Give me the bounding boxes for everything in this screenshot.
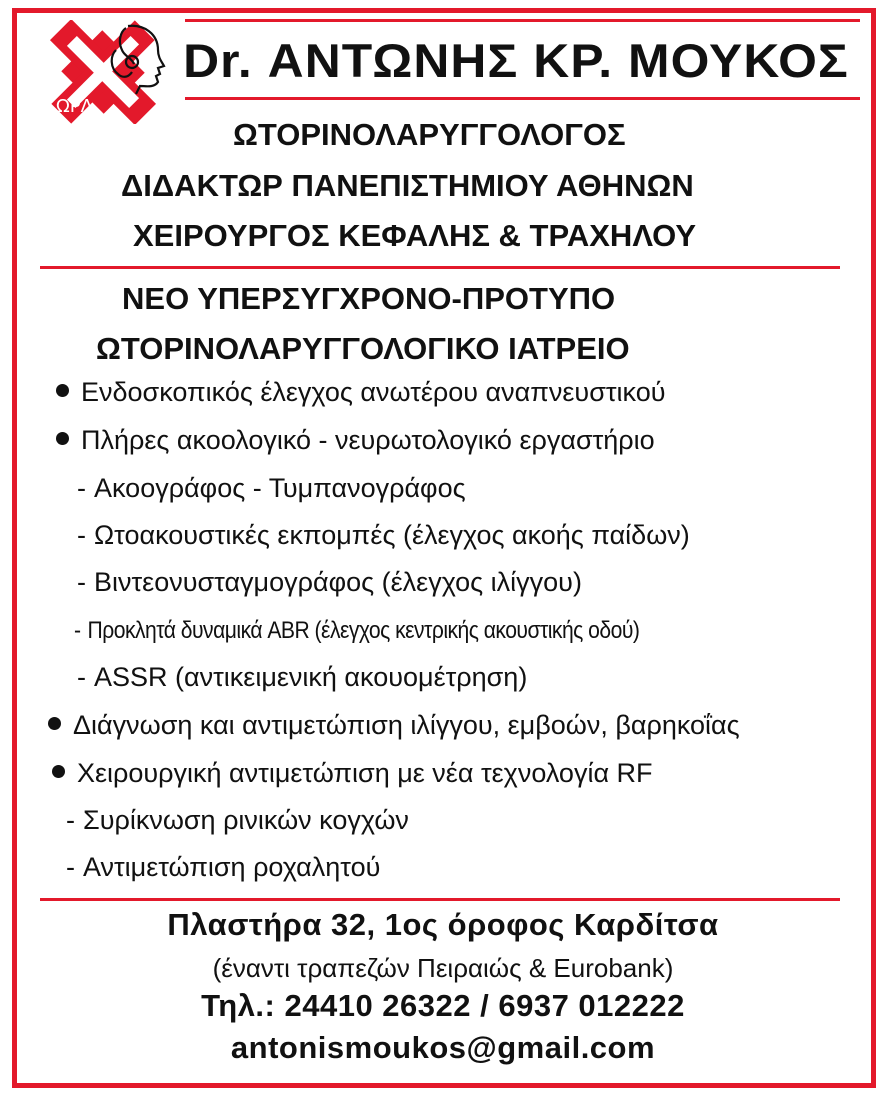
address: Πλαστήρα 32, 1ος όροφος Καρδίτσα (167, 907, 719, 942)
doctorate-title: ΔΙΔΑΚΤΩΡ ΠΑΝΕΠΙΣΤΗΜΙΟΥ ΑΘΗΝΩΝ (121, 168, 694, 203)
bullet-icon (48, 717, 61, 730)
clinic-heading-line-1: ΝΕΟ ΥΠΕΡΣΥΓΧΡΟΝΟ-ΠΡΟΤΥΠΟ (122, 281, 616, 316)
bullet-icon (56, 384, 69, 397)
ent-logo (36, 20, 170, 124)
header-rule-top (185, 19, 860, 22)
bullet-icon (56, 432, 69, 445)
surgeon-title: ΧΕΙΡΟΥΡΓΟΣ ΚΕΦΑΛΗΣ & ΤΡΑΧΗΛΟΥ (133, 218, 697, 253)
address-note: (έναντι τραπεζών Πειραιώς & Eurobank) (212, 953, 674, 983)
service-subitem: - Συρίκνωση ρινικών κογχών (66, 805, 409, 835)
service-subitem: - Προκλητά δυναμικά ABR (έλεγχος κεντρικής ακουστικής οδού) (74, 617, 640, 644)
doctor-name: Dr. ΑΝΤΩΝΗΣ ΚΡ. ΜΟΥΚΟΣ (183, 34, 849, 87)
bullet-icon (52, 765, 65, 778)
service-subitem: - Αντιμετώπιση ροχαλητού (66, 852, 381, 882)
service-item: Ενδοσκοπικός έλεγχος ανωτέρου αναπνευστικού (56, 377, 665, 408)
service-subitem: - Βιντεονυσταγμογράφος (έλεγχος ιλίγγου) (77, 567, 582, 597)
header-rule-bottom (185, 97, 860, 100)
service-subitem: - Ακοογράφος - Τυμπανογράφος (77, 473, 466, 503)
service-subitem: - Ωτοακουστικές εκπομπές (έλεγχος ακοής παίδων) (77, 520, 690, 550)
email-address[interactable]: antonismoukos@gmail.com (230, 1030, 656, 1065)
section-divider (40, 266, 840, 269)
clinic-heading-line-2: ΩΤΟΡΙΝΟΛΑΡΥΓΓΟΛΟΓΙΚΟ ΙΑΤΡΕΙΟ (96, 331, 630, 366)
service-subitem: - ASSR (αντικειμενική ακουομέτρηση) (77, 662, 528, 692)
service-item: Διάγνωση και αντιμετώπιση ιλίγγου, εμβοών, βαρηκοΐας (48, 710, 740, 741)
specialty-title: ΩΤΟΡΙΝΟΛΑΡΥΓΓΟΛΟΓΟΣ (233, 117, 626, 152)
service-item: Χειρουργική αντιμετώπιση με νέα τεχνολογία RF (52, 758, 653, 789)
phone-numbers: Τηλ.: 24410 26322 / 6937 012222 (201, 988, 685, 1023)
logo-text: ΩΡΛ (56, 96, 93, 117)
footer-divider (40, 898, 840, 901)
service-item: Πλήρες ακοολογικό - νευρωτολογικό εργαστήριο (56, 425, 655, 456)
